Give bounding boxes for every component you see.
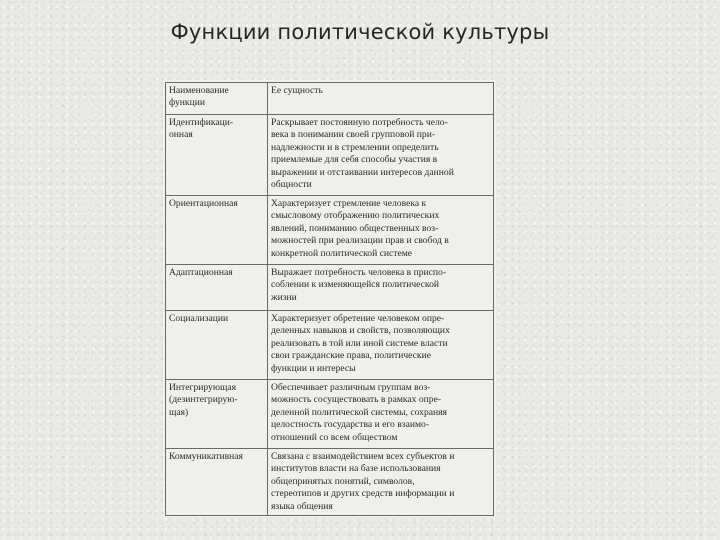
table-row [166,380,494,449]
function-essence-cell: Раскрывает постоянную потребность чело- века в понимании своей групповой при- надлежности и в стремлении определить приемлемые для себя способы участия в выражении и отстаивании интересов данной общности [268,115,494,196]
table-row [166,265,494,311]
function-name-cell: Адаптационная [166,265,268,311]
function-essence-cell: Обеспечивает различным группам воз- можность сосуществовать в рамках опре- деленной политической системы, сохраняя целостность государства и его взаимо- отношений со всем обществом [268,380,494,449]
header-name-cell: Наименование функции [166,83,268,115]
slide-title: Функции политической культуры [170,20,550,44]
function-essence-cell: Характеризует стремление человека к смысловому отображению политических явлений, пониманию общественных воз- можностей при реализации прав и свобод в конкретной политической системе [268,196,494,265]
table-header-row [166,83,494,115]
function-name-cell: Идентификаци- онная [166,115,268,196]
function-essence-cell: Характеризует обретение человеком опре- деленных навыков и свойств, позволяющих реализовать в той или иной системе власти свои гражданские права, политические функции и интересы [268,311,494,380]
table-row [166,311,494,380]
function-name-cell: Социализации [166,311,268,380]
function-name-cell: Ориентационная [166,196,268,265]
table-row [166,196,494,265]
functions-table-frame [163,80,496,517]
header-essence-cell: Ее сущность [268,83,494,115]
function-name-cell: Коммуникативная [166,449,268,516]
function-name-cell: Интегрирующая (дезинтегрирую- щая) [166,380,268,449]
function-essence-cell: Выражает потребность человека в приспо- соблении к изменяющейся политической жизни [268,265,494,311]
table-row [166,115,494,196]
functions-table [165,82,494,516]
function-essence-cell: Связана с взаимодействием всех субъектов и институтов власти на базе использования общепринятых понятий, символов, стереотипов и других средств информации и языка общения [268,449,494,516]
table-row [166,449,494,516]
